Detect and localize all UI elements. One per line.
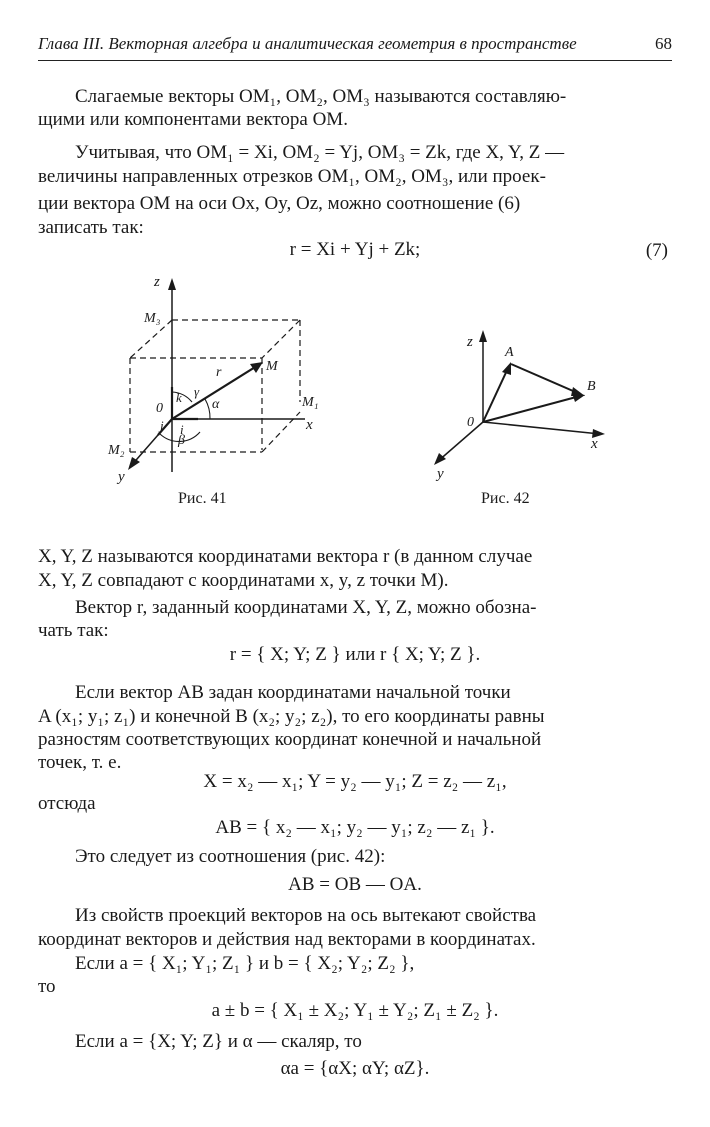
z-arrowhead [479,330,487,342]
page-number: 68 [655,34,672,53]
z-arrowhead [168,278,176,290]
figure-42-caption: Рис. 42 [481,490,530,507]
text-line: чать так: [38,620,109,641]
text-line: Это следует из соотношения (рис. 42): [75,846,386,867]
text-line: Если вектор AB задан координатами начальной точки [75,682,511,703]
label-gamma: γ [194,384,200,399]
vector-ab [511,364,580,394]
text-line: Если a = { X₁; Y₁; Z₁ } и b = { X₂; Y₂; Z₂ }, [75,953,415,974]
equation-r-notation: r = { X; Y; Z } или r { X; Y; Z }. [229,644,481,665]
text-line: точек, т. е. [38,752,122,773]
text-line: Учитывая, что OM₁ = Xi, OM₂ = Yj, OM₃ = Zk, где X, Y, Z — [75,142,565,163]
y-arrowhead [128,457,140,470]
page-header [38,32,672,61]
label-x: x [306,417,313,433]
vector-ob [483,396,580,422]
text-line: X, Y, Z называются координатами вектора r (в данном случае [38,546,533,567]
equation-scalar: αa = {αX; αY; αZ}. [280,1058,430,1079]
label-y: y [437,466,444,482]
text-line: разностям соответствующих координат конечной и начальной [38,729,542,750]
label-alpha: α [212,397,220,412]
equation-sum: a ± b = { X₁ ± X₂; Y₁ ± Y₂; Z₁ ± Z₂ }. [211,1000,499,1021]
label-k: k [176,390,182,405]
label-z: z [154,274,160,290]
text-line: Из свойств проекций векторов на ось вытекают свойства [75,905,537,926]
label-r: r [216,365,222,380]
figure-41-caption: Рис. 41 [178,490,227,507]
angle-alpha-arc [205,399,210,419]
label-b: B [587,379,596,394]
label-y: y [118,469,125,485]
vector-r-arrowhead [250,362,263,373]
text-line: X, Y, Z совпадают с координатами x, y, z точки M). [38,570,449,591]
label-x: x [591,436,598,452]
label-m1: M₁ [302,395,319,410]
equation-number: (7) [645,240,668,261]
text-line: то [38,976,56,997]
label-i: i [180,422,184,437]
x-axis [483,422,600,434]
vector-ab-arrowhead [571,387,585,396]
label-a: A [505,345,514,360]
figure-41 [100,272,340,492]
parallelepiped [130,320,300,452]
vector-oa [483,366,509,422]
equation-coordinates: X = x₂ — x₁; Y = y₂ — y₁; Z = z₂ — z₁, [203,771,507,792]
text-line: ции вектора OM на оси Ox, Oy, Oz, можно соотношение (6) [38,193,521,214]
label-m: M [266,359,278,374]
label-o: 0 [467,415,474,430]
label-beta: β [178,433,185,448]
text-line: A (x₁; y₁; z₁) и конечной B (x₂; y₂; z₂), то его координаты равны [38,706,545,727]
text-line: щими или компонентами вектора OM. [38,109,348,130]
text-line: отсюда [38,793,96,814]
text-line: Вектор r, заданный координатами X, Y, Z, можно обозна- [75,597,537,618]
figure-42 [415,322,615,482]
label-m2: M₂ [108,443,125,458]
equation-7: r = Xi + Yj + Zk; [289,239,421,260]
label-o: 0 [156,401,163,416]
text-line: координат векторов и действия над векторами в координатах. [38,929,536,950]
text-line: величины направленных отрезков OM₁, OM₂, OM₃, или проек- [38,166,546,187]
chapter-title: Глава III. Векторная алгебра и аналитическая геометрия в пространстве [38,34,577,53]
text-line: Слагаемые векторы OM₁, OM₂, OM₃ называются составляю- [75,86,567,107]
text-line: записать так: [38,217,144,238]
vector-oa-arrowhead [502,362,511,375]
text-line: Если a = {X; Y; Z} и α — скаляр, то [75,1031,362,1052]
angle-gamma-arc [172,392,192,402]
equation-ab: AB = { x₂ — x₁; y₂ — y₁; z₂ — z₁ }. [215,817,495,838]
equation-ab-difference: AB = OB — OA. [288,874,422,895]
label-m3: M₃ [144,311,161,326]
label-z: z [467,334,473,350]
label-j: j [160,418,164,433]
y-axis [437,422,483,462]
